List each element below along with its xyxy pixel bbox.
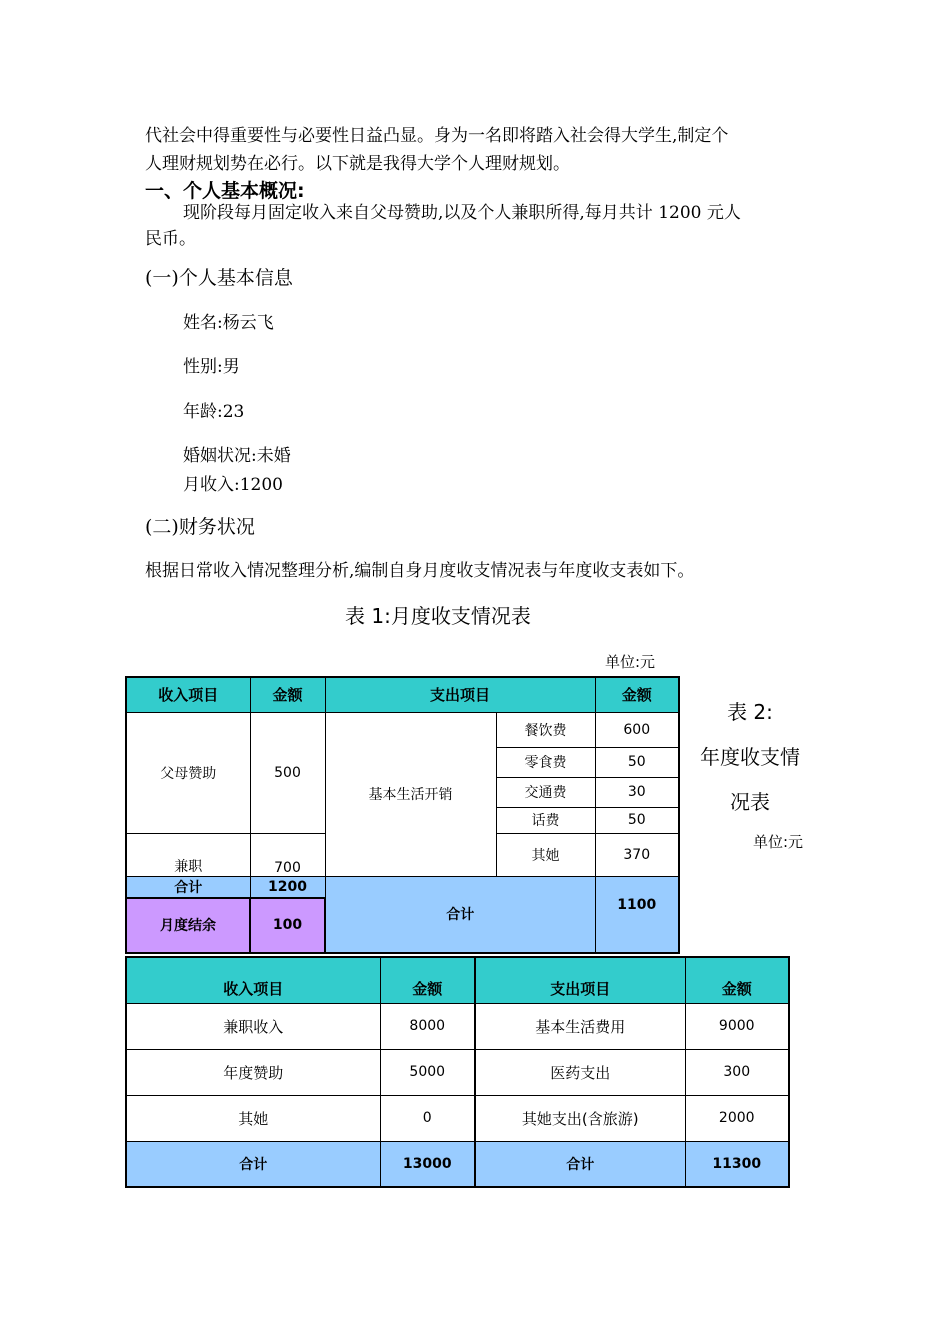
t2-income-amount: 5000	[380, 1049, 475, 1095]
intro-line-2: 人理财规划势在必行。以下就是我得大学个人理财规划。	[145, 154, 570, 174]
t1-expense-amount: 370	[595, 833, 679, 876]
section-1-title: 一、个人基本概况:	[145, 180, 305, 202]
t2-header-amount: 金额	[380, 957, 475, 1003]
t2-expense-total: 11300	[685, 1141, 789, 1187]
basic-info-title: (一)个人基本信息	[145, 267, 293, 289]
t2-header-expense-item: 支出项目	[475, 957, 685, 1003]
section-1-para-line-1: 现阶段每月固定收入来自父母赞助,以及个人兼职所得,每月共计 1200 元人	[183, 203, 741, 223]
t1-header-expense-item: 支出项目	[325, 677, 595, 712]
t1-header-amount: 金额	[250, 677, 325, 712]
t2-income-item: 年度赞助	[126, 1049, 380, 1095]
t1-expense-item: 话费	[496, 807, 595, 833]
t1-income-total: 1200	[250, 876, 325, 898]
table2-caption	[695, 690, 805, 825]
t1-expense-amount: 50	[595, 807, 679, 833]
info-gender: 性别:男	[183, 357, 240, 377]
monthly-table	[125, 676, 680, 954]
t1-expense-amount: 50	[595, 747, 679, 777]
t1-header-income-item: 收入项目	[126, 677, 250, 712]
t2-header-income-item: 收入项目	[126, 957, 380, 1003]
t1-expense-item: 交通费	[496, 777, 595, 807]
table-row	[126, 1095, 789, 1141]
t1-income-total-label: 合计	[126, 876, 250, 898]
t2-income-total: 13000	[380, 1141, 475, 1187]
info-marital: 婚姻状况:未婚	[183, 446, 291, 466]
t2-income-item: 其她	[126, 1095, 380, 1141]
t1-expense-group: 基本生活开销	[325, 712, 496, 876]
t1-expense-item: 其她	[496, 833, 595, 876]
info-name: 姓名:杨云飞	[183, 313, 274, 333]
t1-header-amount-2: 金额	[595, 677, 679, 712]
table-row	[126, 1049, 789, 1095]
t1-income-amount: 700	[250, 833, 325, 876]
t1-expense-amount: 30	[595, 777, 679, 807]
annual-table	[125, 956, 790, 1188]
t1-balance-label: 月度结余	[126, 898, 250, 953]
table2-caption-line-2: 年度收支情	[700, 745, 800, 769]
section-1-para-line-2: 民币。	[145, 229, 196, 249]
t2-expense-amount: 9000	[685, 1003, 789, 1049]
intro-line-1: 代社会中得重要性与必要性日益凸显。身为一名即将踏入社会得大学生,制定个	[145, 126, 729, 146]
t2-expense-amount: 300	[685, 1049, 789, 1095]
t1-balance: 100	[250, 898, 325, 953]
info-income: 月收入:1200	[183, 475, 283, 495]
t2-expense-item: 基本生活费用	[475, 1003, 685, 1049]
t2-income-amount: 0	[380, 1095, 475, 1141]
info-age: 年龄:23	[183, 402, 245, 422]
t2-income-total-label: 合计	[126, 1141, 380, 1187]
t1-income-amount: 500	[250, 712, 325, 833]
t1-income-item: 兼职	[126, 833, 250, 876]
t2-expense-item: 其她支出(含旅游)	[475, 1095, 685, 1141]
table1-caption: 表 1:月度收支情况表	[345, 604, 531, 628]
t2-header-amount-2: 金额	[685, 957, 789, 1003]
t1-expense-amount: 600	[595, 712, 679, 747]
t2-income-item: 兼职收入	[126, 1003, 380, 1049]
table1-unit: 单位:元	[605, 653, 656, 671]
t1-expense-item: 零食费	[496, 747, 595, 777]
t1-expense-total: 1100	[595, 876, 679, 953]
t1-income-item: 父母赞助	[126, 712, 250, 833]
table2-unit: 单位:元	[753, 833, 804, 851]
finance-title: (二)财务状况	[145, 516, 255, 538]
t1-expense-item: 餐饮费	[496, 712, 595, 747]
finance-desc: 根据日常收入情况整理分析,编制自身月度收支情况表与年度收支表如下。	[145, 561, 695, 581]
table2-caption-line-3: 况表	[730, 790, 770, 814]
t1-expense-total-label: 合计	[325, 876, 595, 953]
t2-expense-total-label: 合计	[475, 1141, 685, 1187]
t2-expense-item: 医药支出	[475, 1049, 685, 1095]
table-row	[126, 1003, 789, 1049]
t2-expense-amount: 2000	[685, 1095, 789, 1141]
t2-income-amount: 8000	[380, 1003, 475, 1049]
table2-caption-line-1: 表 2:	[727, 700, 773, 724]
